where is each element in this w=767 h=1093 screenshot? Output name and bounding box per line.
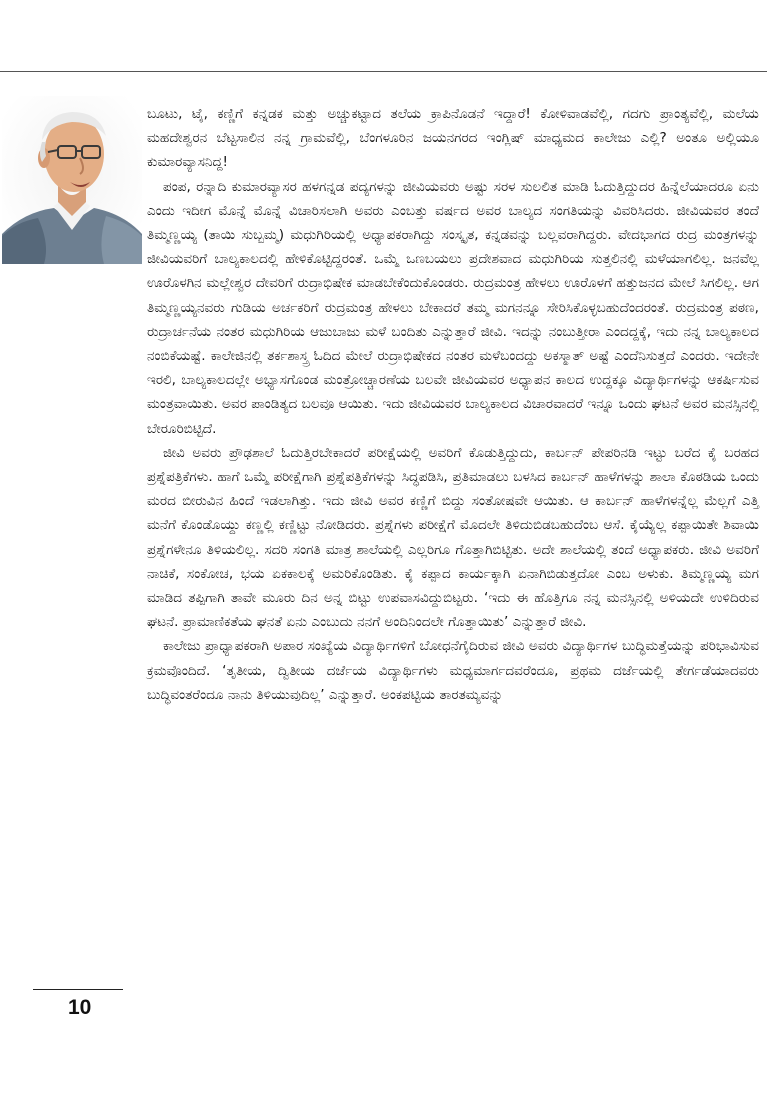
portrait-illustration [2, 96, 142, 264]
body-text [147, 102, 759, 707]
footer-rule [33, 989, 123, 990]
paragraph: ಪಂಪ, ರನ್ನಾದಿ ಕುಮಾರವ್ಯಾಸರ ಹಳಗನ್ನಡ ಪದ್ಯಗಳನ್ನು ಜೀವಿಯವರು ಅಷ್ಟು ಸರಳ ಸುಲಲಿತ ಮಾಡಿ ಓದುತ್ತಿದ್ದುದರ ಹಿನ್ನೆಲೆಯಾದರೂ ಏನು ಎಂದು ಇದೀಗ ಮೊನ್ನೆ ಮೊನ್ನೆ ವಿಚಾರಿಸಲಾಗಿ ಅವರು ಎಂಬತ್ತು ವರ್ಷದ ಅವರ ಬಾಲ್ಯದ ಸಂಗತಿಯನ್ನು ವಿವರಿಸಿದರು. ಜೀವಿಯವರ ತಂದೆ ತಿಮ್ಮಣ್ಣಯ್ಯ (ತಾಯಿ ಸುಬ್ಬಮ್ಮ) ಮಧುಗಿರಿಯಲ್ಲಿ ಅಧ್ಯಾಪಕರಾಗಿದ್ದು ಸಂಸ್ಕೃತ, ಕನ್ನಡವನ್ನು ಬಲ್ಲವರಾಗಿದ್ದರು. ವೇದಭಾಗದ ರುದ್ರ ಮಂತ್ರಗಳನ್ನು ಜೀವಿಯವರಿಗೆ ಬಾಲ್ಯಕಾಲದಲ್ಲಿ ಹೇಳಿಕೊಟ್ಟಿದ್ದರಂತೆ. ಒಮ್ಮೆ ಒಣಬಯಲು ಪ್ರದೇಶವಾದ ಮಧುಗಿರಿಯ ಸುತ್ತಲಿನಲ್ಲಿ ಮಳೆಯಾಗಲಿಲ್ಲ. ಜನವೆಲ್ಲ ಊರೊಳಗಿನ ಮಲ್ಲೇಶ್ವರ ದೇವರಿಗೆ ರುದ್ರಾಭಿಷೇಕ ಮಾಡಬೇಕೆಂದುಕೊಂಡರು. ರುದ್ರಮಂತ್ರ ಹೇಳಲು ಊರೊಳಗೆ ಹತ್ತುಜನದ ಮೇಲೆ ಸಿಗಲಿಲ್ಲ. ಆಗ ತಿಮ್ಮಣ್ಣಯ್ಯನವರು ಗುಡಿಯ ಅರ್ಚಕರಿಗೆ ರುದ್ರಮಂತ್ರ ಹೇಳಲು ಬೇಕಾದರೆ ತಮ್ಮ ಮಗನನ್ನೂ ಸೇರಿಸಿಕೊಳ್ಳಬಹುದೆಂದರಂತೆ. ರುದ್ರಮಂತ್ರ ಪಠಣ, ರುದ್ರಾರ್ಚನೆಯ ನಂತರ ಮಧುಗಿರಿಯ ಆಜುಬಾಜು ಮಳೆ ಬಂದಿತು ಎನ್ನುತ್ತಾರೆ ಜೀವಿ. ಇದನ್ನು ನಂಬುತ್ತೀರಾ ಎಂದದ್ದಕ್ಕೆ, ಇದು ನನ್ನ ಬಾಲ್ಯಕಾಲದ ನಂಬಿಕೆಯಷ್ಟೆ. ಕಾಲೇಜಿನಲ್ಲಿ ತರ್ಕಶಾಸ್ತ್ರ ಓದಿದ ಮೇಲೆ ರುದ್ರಾಭಿಷೇಕದ ನಂತರ ಮಳೆಬಂದದ್ದು ಅಕಸ್ಮಾತ್ ಅಷ್ಟೆ ಎಂದೆನಿಸುತ್ತದೆ ಎಂದರು. ಇದೇನೇ ಇರಲಿ, ಬಾಲ್ಯಕಾಲದಲ್ಲೇ ಅಭ್ಯಾಸಗೊಂಡ ಮಂತ್ರೋಚ್ಚಾರಣೆಯ ಬಲವೇ ಜೀವಿಯವರ ಅಧ್ಯಾಪನ ಕಾಲದ ಉದ್ದಕ್ಕೂ ವಿದ್ಯಾರ್ಥಿಗಳನ್ನು ಆಕರ್ಷಿಸುವ ಮಂತ್ರವಾಯಿತು. ಅವರ ಪಾಂಡಿತ್ಯದ ಬಲವೂ ಆಯಿತು. ಇದು ಜೀವಿಯವರ ಬಾಲ್ಯಕಾಲದ ವಿಚಾರವಾದರೆ ಇನ್ನೂ ಒಂದು ಘಟನೆ ಅವರ ಮನಸ್ಸಿನಲ್ಲಿ ಬೇರೂರಿಬಿಟ್ಟಿದೆ. [147, 178, 759, 437]
paragraph: ಜೀವಿ ಅವರು ಪ್ರೌಢಶಾಲೆ ಓದುತ್ತಿರಬೇಕಾದರೆ ಪರೀಕ್ಷೆಯಲ್ಲಿ ಅವರಿಗೆ ಕೊಡುತ್ತಿದ್ದುದು, ಕಾರ್ಬನ್ ಪೇಪರಿನಡಿ ಇಟ್ಟು ಬರೆದ ಕೈ ಬರಹದ ಪ್ರಶ್ನೆಪತ್ರಿಕೆಗಳು. ಹಾಗೆ ಒಮ್ಮೆ ಪರೀಕ್ಷೆಗಾಗಿ ಪ್ರಶ್ನೆಪತ್ರಿಕೆಗಳನ್ನು ಸಿದ್ಧಪಡಿಸಿ, ಪ್ರತಿಮಾಡಲು ಬಳಸಿದ ಕಾರ್ಬನ್ ಹಾಳೆಗಳನ್ನು ಶಾಲಾ ಕೊಠಡಿಯ ಒಂದು ಮರದ ಬೀರುವಿನ ಹಿಂದೆ ಇಡಲಾಗಿತ್ತು. ಇದು ಜೀವಿ ಅವರ ಕಣ್ಣಿಗೆ ಬಿದ್ದು ಸಂತೋಷವೇ ಆಯಿತು. ಆ ಕಾರ್ಬನ್ ಹಾಳೆಗಳನ್ನೆಲ್ಲ ಮೆಲ್ಲಗೆ ಎತ್ತಿ ಮನೆಗೆ ಕೊಂಡೊಯ್ದು ಕಣ್ಣಲ್ಲಿ ಕಣ್ಣಿಟ್ಟು ನೋಡಿದರು. ಪ್ರಶ್ನೆಗಳು ಪರೀಕ್ಷೆಗೆ ಮೊದಲೇ ತಿಳಿದುಬಿಡಬಹುದೆಂಬ ಆಸೆ. ಕೈಯ್ಯೆಲ್ಲ ಕಪ್ಪಾಯಿತೇ ಶಿವಾಯಿ ಪ್ರಶ್ನೆಗಳೇನೂ ತಿಳಿಯಲಿಲ್ಲ. ಸದರಿ ಸಂಗತಿ ಮಾತ್ರ ಶಾಲೆಯಲ್ಲಿ ಎಲ್ಲರಿಗೂ ಗೊತ್ತಾಗಿಬಿಟ್ಟಿತು. ಅದೇ ಶಾಲೆಯಲ್ಲಿ ತಂದೆ ಅಧ್ಯಾಪಕರು. ಜೀವಿ ಅವರಿಗೆ ನಾಚಿಕೆ, ಸಂಕೋಚ, ಭಯ ಏಕಕಾಲಕ್ಕೆ ಅಮರಿಕೊಂಡಿತು. ಕೈ ಕಪ್ಪಾದ ಕಾರ್ಯಕ್ಕಾಗಿ ಏನಾಗಿಬಿಡುತ್ತದೋ ಎಂಬ ಅಳುಕು. ತಿಮ್ಮಣ್ಣಯ್ಯ ಮಗ ಮಾಡಿದ ತಪ್ಪಿಗಾಗಿ ತಾವೇ ಮೂರು ದಿನ ಅನ್ನ ಬಿಟ್ಟು ಉಪವಾಸವಿದ್ದುಬಿಟ್ಟರು. ‘ಇದು ಈ ಹೊತ್ತಿಗೂ ನನ್ನ ಮನಸ್ಸಿನಲ್ಲಿ ಅಳಿಯದೇ ಉಳಿದಿರುವ ಘಟನೆ. ಪ್ರಾಮಾಣಿಕತೆಯ ಘನತೆ ಏನು ಎಂಬುದು ನನಗೆ ಅಂದಿನಿಂದಲೇ ಗೊತ್ತಾಯಿತು’ ಎನ್ನುತ್ತಾರೆ ಜೀವಿ. [147, 444, 759, 631]
header-rule [0, 71, 767, 72]
paragraph: ಕಾಲೇಜು ಪ್ರಾಧ್ಯಾಪಕರಾಗಿ ಅಪಾರ ಸಂಖ್ಯೆಯ ವಿದ್ಯಾರ್ಥಿಗಳಿಗೆ ಬೋಧನೆಗೈದಿರುವ ಜೀವಿ ಅವರು ವಿದ್ಯಾರ್ಥಿಗಳ ಬುದ್ಧಿಮತ್ತೆಯನ್ನು ಪರಿಭಾವಿಸುವ ಕ್ರಮವೊಂದಿದೆ. ‘ತೃತೀಯ, ದ್ವಿತೀಯ ದರ್ಜೆಯ ವಿದ್ಯಾರ್ಥಿಗಳು ಮಧ್ಯಮಾರ್ಗದವರೆಂದೂ, ಪ್ರಥಮ ದರ್ಜೆಯಲ್ಲಿ ತೇರ್ಗಡೆಯಾದವರು ಬುದ್ಧಿವಂತರೆಂದೂ ನಾನು ತಿಳಿಯುವುದಿಲ್ಲ’ ಎನ್ನುತ್ತಾರೆ. ಅಂಕಪಟ್ಟಿಯ ತಾರತಮ್ಯವನ್ನು [147, 638, 759, 703]
paragraph: ಬೂಟು, ಟೈ, ಕಣ್ಣಿಗೆ ಕನ್ನಡಕ ಮತ್ತು ಅಚ್ಚುಕಟ್ಟಾದ ತಲೆಯ ಕ್ರಾಪಿನೊಡನೆ ಇದ್ದಾರೆ! ಕೋಳಿವಾಡವೆಲ್ಲಿ, ಗದಗು ಪ್ರಾಂತ್ಯವೆಲ್ಲಿ, ಮಲೆಯ ಮಹದೇಶ್ವರನ ಬೆಟ್ಟಸಾಲಿನ ನನ್ನ ಗ್ರಾಮವೆಲ್ಲಿ, ಬೆಂಗಳೂರಿನ ಜಯನಗರದ ಇಂಗ್ಲಿಷ್ ಮಾಧ್ಯಮದ ಕಾಲೇಜು ಎಲ್ಲಿ? ಅಂತೂ ಅಲ್ಲಿಯೂ ಕುಮಾರವ್ಯಾಸನಿದ್ದ! [147, 106, 759, 171]
page-number: 10 [68, 996, 92, 1019]
